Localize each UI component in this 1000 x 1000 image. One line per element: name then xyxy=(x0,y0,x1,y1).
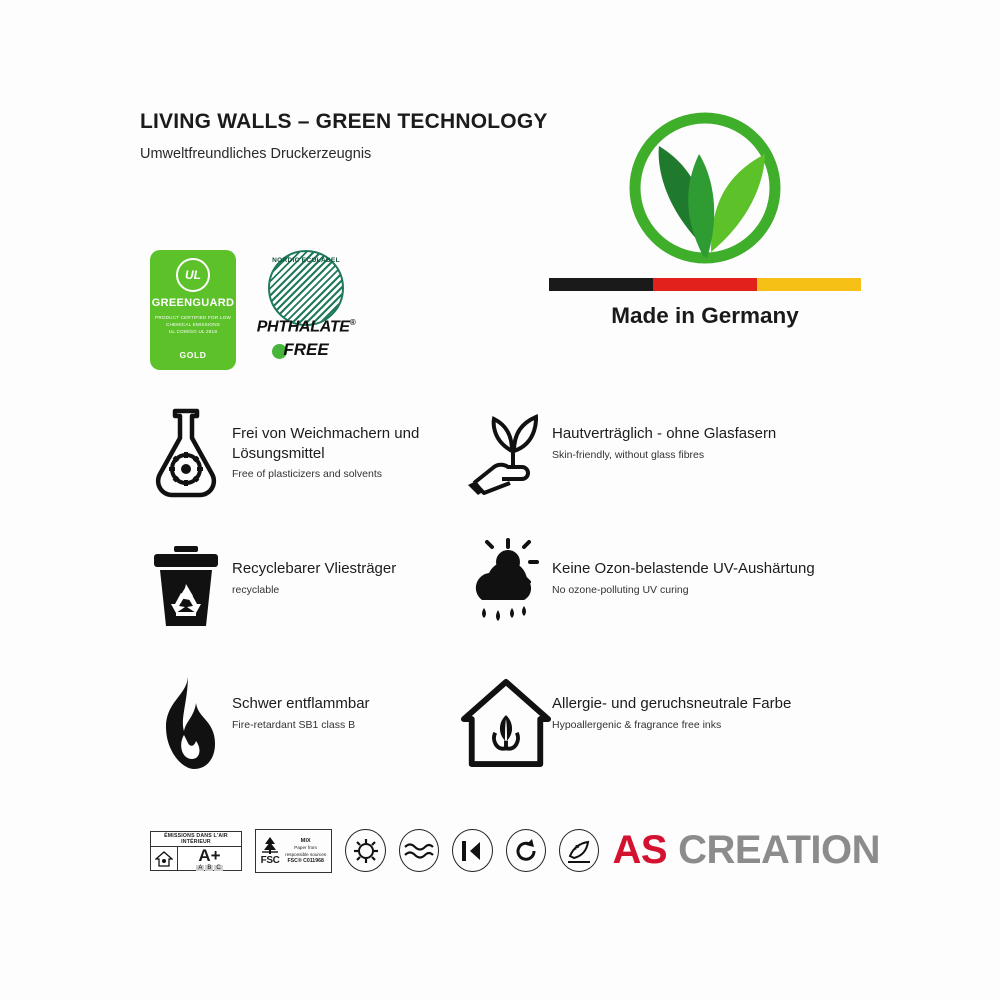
green-leaf-circle-logo-icon xyxy=(615,110,795,270)
feature-text xyxy=(232,535,396,596)
greenguard-certification-text: PRODUCT CERTIFIED FOR LOW CHEMICAL EMISSIONS UL.COM/GG UL 2818 xyxy=(155,315,231,334)
feature-item xyxy=(140,535,460,670)
feature-label-de: Frei von Weichmachern und Lösungsmittel xyxy=(232,425,420,462)
loop-arrow-circle-icon xyxy=(506,829,546,872)
feature-label-de: Hautverträglich - ohne Glasfasern xyxy=(552,425,777,442)
made-in-germany-block xyxy=(540,110,870,329)
flag-stripe-gold xyxy=(757,278,861,291)
flame-icon xyxy=(140,670,232,775)
greenguard-name: GREENGUARD xyxy=(151,297,235,309)
feature-label-de: Recyclebarer Vliesträger xyxy=(232,560,397,577)
brand-creation: CREATION xyxy=(678,828,880,872)
feature-label-en: Fire-retardant SB1 class B xyxy=(232,718,356,731)
feature-text xyxy=(232,670,370,731)
recycling-bin-icon xyxy=(140,535,232,640)
feature-text xyxy=(552,400,776,461)
feature-label-de: Schwer entflammbar xyxy=(232,695,370,712)
feature-label-en: No ozone-polluting UV curing xyxy=(552,583,689,596)
greenguard-level: GOLD xyxy=(179,349,207,360)
feature-item xyxy=(460,535,870,670)
flag-stripe-red xyxy=(653,278,757,291)
footer-bar xyxy=(150,828,880,873)
flag-stripe-black xyxy=(549,278,653,291)
sun-cloud-rain-icon xyxy=(460,535,552,640)
emission-scale-b: B xyxy=(207,864,212,871)
feature-item xyxy=(140,670,460,805)
ul-mark-icon: UL xyxy=(176,258,210,292)
house-emission-icon xyxy=(151,847,178,871)
page-title: LIVING WALLS – GREEN TECHNOLOGY xyxy=(140,110,548,133)
emission-scale-a: A xyxy=(198,864,203,871)
emission-scale xyxy=(196,865,222,871)
fsc-line1: Paper from xyxy=(294,844,318,850)
feature-item xyxy=(460,670,870,805)
house-leaf-icon xyxy=(460,670,552,775)
fsc-tree-icon xyxy=(260,835,280,855)
feature-text xyxy=(232,400,460,480)
fsc-mark xyxy=(258,835,282,866)
feature-text xyxy=(552,535,815,596)
emission-scale-c: C xyxy=(216,864,221,871)
fsc-line2: responsible sources xyxy=(285,851,327,857)
feature-label-de: Keine Ozon-belastende UV-Aushärtung xyxy=(552,560,815,577)
phthalate-word xyxy=(254,318,358,336)
phthalate-free-badge xyxy=(254,250,358,372)
feature-label-de: Allergie- und geruchsneutrale Farbe xyxy=(552,695,792,712)
phthalate-word-text: PHTHALATE xyxy=(256,318,350,336)
emission-header: ÉMISSIONS DANS L'AIR INTÉRIEUR xyxy=(151,832,241,847)
feature-label-en: recyclable xyxy=(232,583,280,596)
brand-as: AS xyxy=(612,828,668,872)
svg-text:P: P xyxy=(575,844,580,852)
page-subtitle: Umweltfreundliches Druckerzeugnis xyxy=(140,146,372,162)
greenguard-badge xyxy=(150,250,236,370)
hand-plant-icon xyxy=(460,400,552,505)
brand-logo xyxy=(613,828,881,873)
feature-item xyxy=(140,400,460,535)
flask-icon xyxy=(140,400,232,505)
pefc-circle-icon xyxy=(559,829,599,872)
fsc-code: FSC® C011968 xyxy=(287,858,324,865)
feature-text xyxy=(552,670,791,731)
fsc-title: MIX xyxy=(300,837,311,844)
feature-label-en: Free of plasticizers and solvents xyxy=(232,468,382,480)
waves-circle-icon xyxy=(399,829,439,872)
registered-mark: ® xyxy=(349,318,356,327)
nordic-ecolabel-text: NORDIC ECOLABEL xyxy=(272,257,340,264)
german-flag xyxy=(549,278,861,291)
indoor-air-emission-label xyxy=(150,831,242,871)
fsc-wordmark: FSC xyxy=(260,855,280,866)
certification-badges xyxy=(150,250,358,372)
emission-grade: A+ xyxy=(198,845,221,865)
made-in-germany-label: Made in Germany xyxy=(611,303,799,328)
document-content xyxy=(140,110,880,900)
feature-label-en: Skin-friendly, without glass fibres xyxy=(552,448,705,461)
arrow-block-circle-icon xyxy=(452,829,492,872)
feature-grid xyxy=(140,400,870,805)
feature-item xyxy=(460,400,870,535)
phthalate-free-word: FREE xyxy=(283,340,329,359)
fsc-label xyxy=(255,829,332,873)
feature-label-en: Hypoallergenic & fragrance free inks xyxy=(552,718,722,731)
gear-circle-icon xyxy=(345,829,385,872)
